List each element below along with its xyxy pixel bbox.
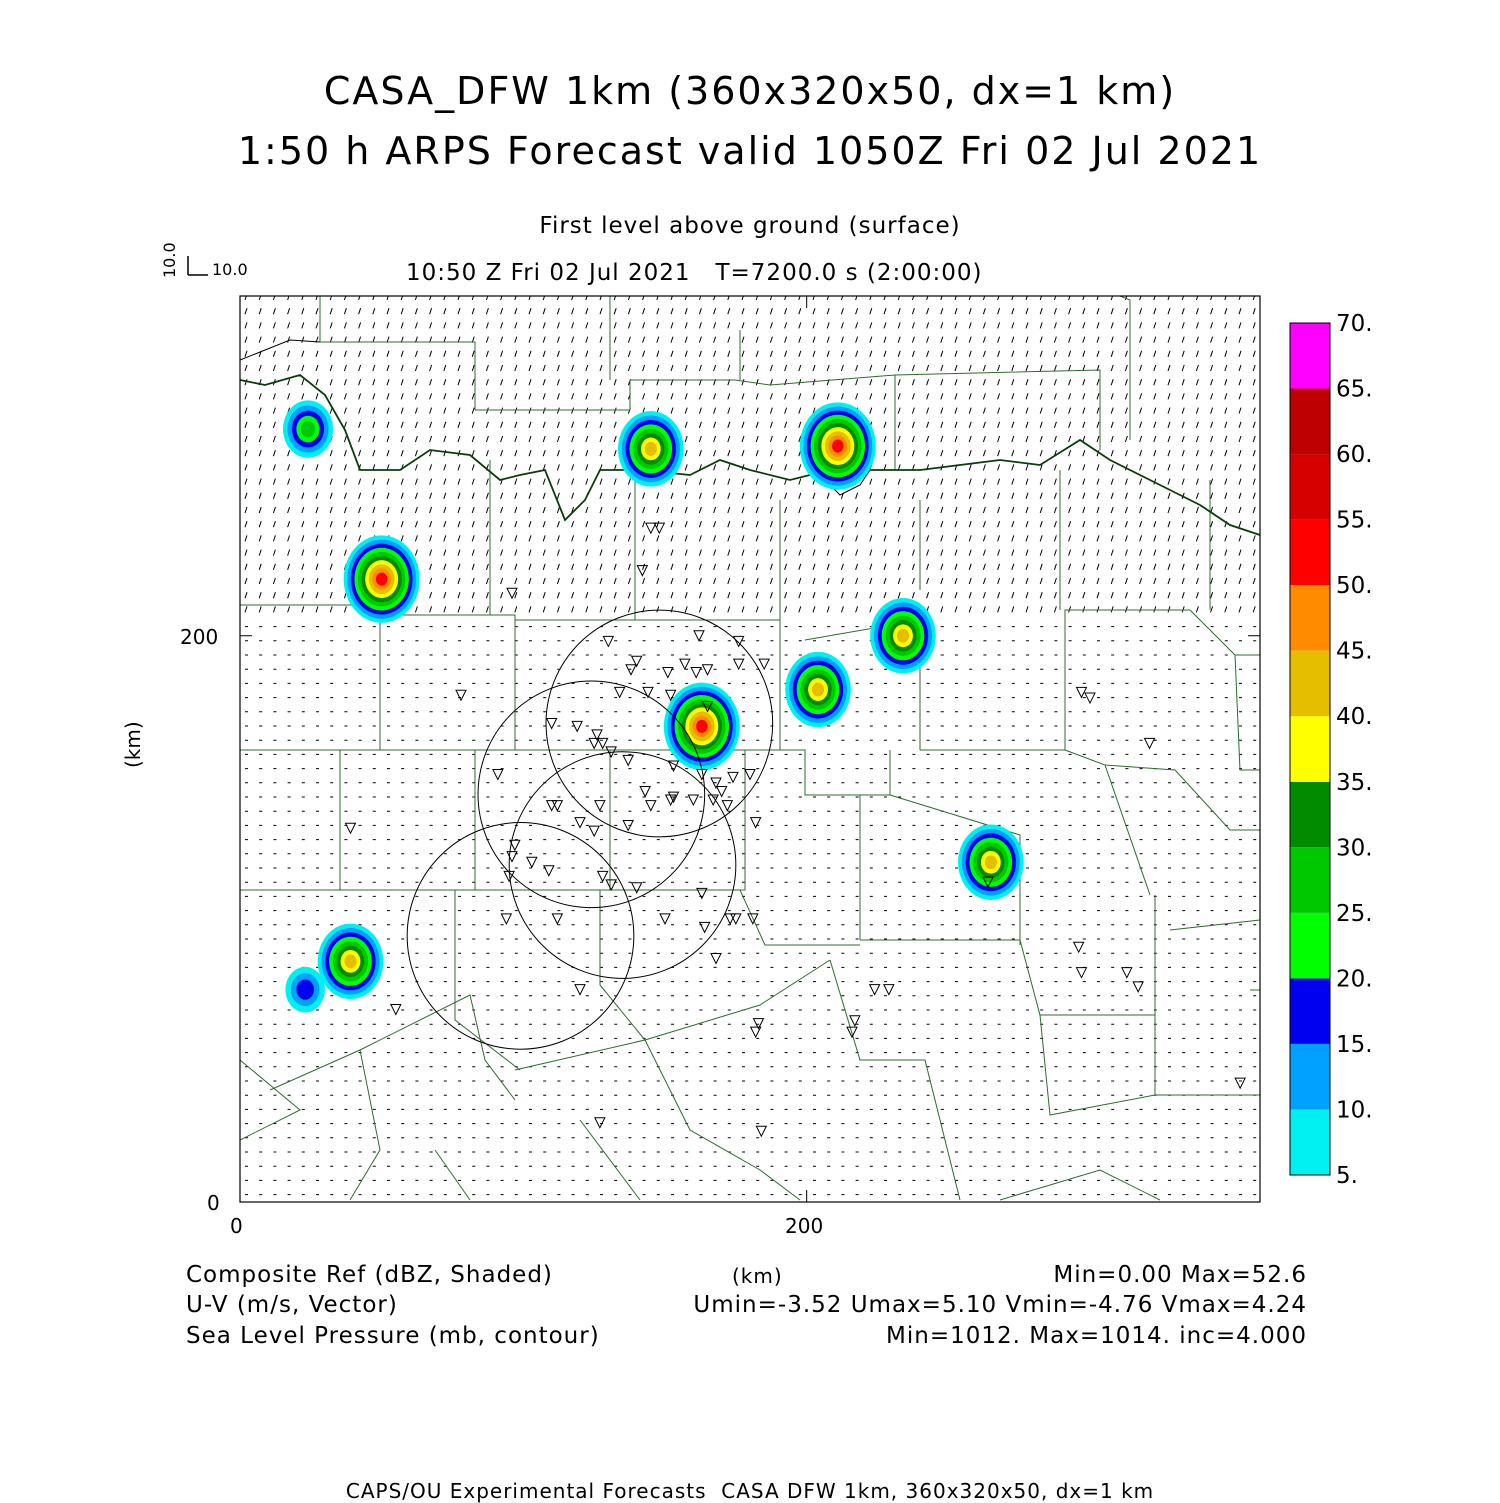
station-marker-icon (751, 1027, 761, 1037)
station-marker-icon (507, 852, 517, 862)
field-shaded-stats: Min=0.00 Max=52.6 (1053, 1262, 1307, 1288)
colorbar-label: 70. (1336, 311, 1373, 337)
station-marker-icon (637, 566, 647, 576)
storm-band (897, 629, 909, 643)
county-line (1190, 610, 1260, 655)
colorbar-label: 50. (1336, 573, 1373, 600)
colorbar-swatch (1290, 651, 1330, 717)
colorbar-swatch (1290, 978, 1330, 1044)
station-marker-icon (527, 857, 537, 867)
county-line (360, 995, 515, 1100)
colorbar-label: 60. (1336, 442, 1373, 469)
credit-line: CAPS/OU Experimental Forecasts CASA DFW 1km, 360x320x50, dx=1 km (345, 1479, 1155, 1503)
station-marker-icon (544, 866, 554, 876)
station-marker-icon (728, 772, 738, 782)
county-line (320, 296, 475, 410)
station-marker-icon (1074, 942, 1084, 952)
station-marker-icon (646, 801, 656, 811)
colorbar-swatch (1290, 520, 1330, 586)
colorbar-label: 5. (1336, 1163, 1358, 1189)
station-marker-icon (1235, 1078, 1245, 1088)
station-marker-icon (751, 818, 761, 828)
colorbar-swatch (1290, 1044, 1330, 1110)
storm-cell (870, 598, 936, 673)
county-line (380, 615, 515, 750)
station-marker-icon (595, 1118, 605, 1128)
county-line (475, 380, 735, 410)
storm-cell (283, 400, 333, 458)
field-contour-stats: Min=1012. Max=1014. inc=4.000 (886, 1323, 1307, 1349)
station-marker-icon (694, 631, 704, 641)
station-marker-icon (606, 880, 616, 890)
county-line (240, 1060, 300, 1140)
station-marker-icon (1077, 968, 1087, 978)
map-title-line2: 1:50 h ARPS Forecast valid 1050Z Fri 02 Jul 2021 (237, 129, 1263, 173)
wind-vectors (245, 294, 1256, 1195)
colorbar-label: 35. (1336, 769, 1373, 796)
county-line (435, 1150, 470, 1200)
station-marker-icon (745, 769, 755, 779)
colorbar-swatch (1290, 913, 1330, 979)
county-line (475, 750, 610, 890)
county-line (580, 1120, 640, 1200)
x-tick-label-200: 200 (785, 1214, 824, 1238)
vector-key-vertical-label: 10.0 (160, 242, 179, 278)
storm-cell (344, 535, 420, 622)
storm-band (645, 442, 657, 456)
colorbar-label: 30. (1336, 835, 1373, 862)
station-marker-icon (632, 883, 642, 893)
station-marker-icon (680, 659, 690, 669)
station-marker-icon (456, 690, 466, 700)
station-marker-icon (756, 1126, 766, 1136)
y-tick-label-200: 200 (180, 625, 219, 649)
storm-band (812, 683, 824, 697)
vector-key-icon (188, 256, 208, 275)
station-marker-icon (589, 738, 599, 748)
valid-time-label: 10:50 Z Fri 02 Jul 2021 T=7200.0 s (2:00:00) (406, 260, 983, 286)
pressure-contour-line (240, 340, 320, 360)
storm-cell (958, 825, 1024, 900)
station-marker-icon (575, 985, 585, 995)
county-line (600, 985, 645, 1040)
plot-frame (240, 296, 1260, 1202)
colorbar-label: 25. (1336, 900, 1373, 927)
storm-cell (664, 683, 740, 770)
colorbar-label: 10. (1336, 1097, 1373, 1124)
vector-key-horizontal-label: 10.0 (212, 260, 248, 279)
station-marker-icon (626, 665, 636, 675)
wind-vector-field (245, 294, 1256, 1195)
station-marker-icon (646, 523, 656, 533)
colorbar-label: 20. (1336, 966, 1373, 993)
station-marker-icon (589, 826, 599, 836)
storm-cell (800, 402, 876, 489)
station-marker-icon (722, 801, 732, 811)
axis-ticks (240, 296, 1260, 1202)
station-marker-icon (734, 636, 744, 646)
y-tick-label-0: 0 (207, 1191, 220, 1215)
colorbar-swatch (1290, 389, 1330, 455)
colorbar-label: 40. (1336, 704, 1373, 731)
station-marker-icon (575, 818, 585, 828)
county-line (735, 370, 1100, 450)
station-marker-icon (870, 985, 880, 995)
station-marker-icon (501, 914, 511, 924)
colorbar-swatch (1290, 454, 1330, 520)
field-contour-label: Sea Level Pressure (mb, contour) (186, 1323, 600, 1349)
county-line (745, 750, 860, 940)
county-line (515, 620, 780, 750)
field-vector-stats: Umin=-3.52 Umax=5.10 Vmin=-4.76 Vmax=4.24 (693, 1292, 1307, 1318)
state-boundary-line (240, 375, 1260, 535)
county-line (1040, 1015, 1155, 1115)
colorbar-label: 45. (1336, 638, 1373, 665)
station-marker-icon (660, 914, 670, 924)
map-title-line1: CASA_DFW 1km (360x320x50, dx=1 km) (323, 69, 1177, 113)
storm-band (696, 720, 707, 733)
station-marker-icon (603, 636, 613, 646)
storm-band (296, 980, 314, 1000)
county-boundaries (240, 296, 1260, 1200)
station-marker-icon (547, 719, 557, 729)
station-marker-icon (759, 659, 769, 669)
storm-band (985, 855, 997, 869)
storm-cell (318, 924, 384, 999)
station-marker-icon (552, 914, 562, 924)
county-line (645, 960, 830, 1040)
colorbar-label: 65. (1336, 376, 1373, 403)
county-line (515, 1040, 800, 1200)
colorbar-label: 15. (1336, 1031, 1373, 1058)
colorbar-swatch (1290, 847, 1330, 913)
station-marker-icon (1085, 693, 1095, 703)
storm-cell (785, 652, 851, 727)
reflectivity-cells (283, 400, 1024, 1012)
station-marker-icon (493, 769, 503, 779)
storm-cell (285, 967, 325, 1013)
storm-cell (618, 411, 684, 486)
county-line (860, 940, 1155, 1015)
storm-band (832, 439, 843, 452)
station-marker-icon (615, 687, 625, 697)
radar-range-rings (407, 610, 773, 1049)
county-line (920, 610, 1190, 750)
county-line (830, 960, 960, 1200)
storm-band (376, 573, 387, 586)
station-marker-icon (595, 801, 605, 811)
colorbar-swatch (1290, 716, 1330, 782)
colorbar-swatch (1290, 1109, 1330, 1175)
county-line (860, 750, 890, 795)
station-marker-icon (623, 820, 633, 830)
county-line (1120, 296, 1130, 440)
station-marker-icon (640, 786, 650, 796)
station-marker-icon (623, 755, 633, 765)
storm-band (344, 954, 356, 968)
station-marker-icon (1122, 968, 1132, 978)
county-line (600, 890, 860, 945)
y-axis-label: (km) (121, 721, 145, 768)
station-marker-icon (391, 1004, 401, 1014)
county-line (240, 750, 340, 890)
station-marker-icon (703, 665, 713, 675)
county-line (340, 750, 475, 890)
radar-range-ring (509, 752, 736, 979)
county-line (455, 890, 600, 985)
station-marker-icon (700, 922, 710, 932)
colorbar (1290, 311, 1373, 1189)
x-tick-label-0: 0 (230, 1214, 243, 1238)
county-line (1235, 655, 1260, 770)
colorbar-label: 55. (1336, 507, 1373, 534)
county-line (270, 1050, 380, 1200)
station-marker-icon (1077, 687, 1087, 697)
colorbar-swatch (1290, 585, 1330, 651)
station-marker-icon (734, 659, 744, 669)
station-marker-icon (1133, 982, 1143, 992)
level-label: First level above ground (surface) (539, 213, 961, 239)
station-marker-icon (884, 985, 894, 995)
field-vector-label: U-V (m/s, Vector) (186, 1292, 398, 1318)
colorbar-swatch (1290, 323, 1330, 389)
station-marker-icon (1145, 738, 1155, 748)
station-marker-icon (346, 823, 356, 833)
field-shaded-label: Composite Ref (dBZ, Shaded) (186, 1262, 553, 1288)
storm-band (301, 421, 315, 437)
county-line (1065, 750, 1150, 895)
station-marker-icon (688, 795, 698, 805)
colorbar-swatch (1290, 782, 1330, 848)
county-line (1000, 1170, 1160, 1200)
station-marker-icon (654, 523, 664, 533)
x-axis-label: (km) (732, 1264, 783, 1288)
station-marker-icon (711, 954, 721, 964)
